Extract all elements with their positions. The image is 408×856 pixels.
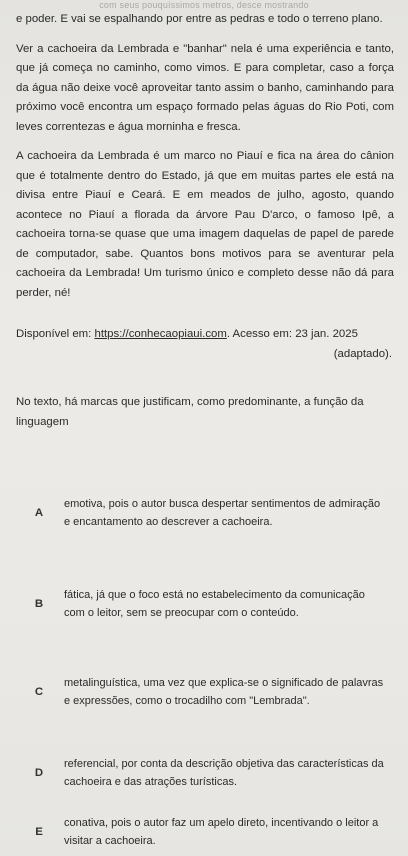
option-text: conativa, pois o autor faz um apelo direto, incentivando o leitor a visitar a cachoeira. [64,817,379,847]
question-stem: No texto, há marcas que justificam, como predominante, a função da linguagem [16,396,364,428]
option-c[interactable] [14,660,394,724]
option-letter: E [35,826,43,838]
option-text: metalinguística, uma vez que explica-se o significado de palavras e expressões, como o trocadilho com "Lembrada". [64,677,384,707]
source-adapted-note: (adaptado). [333,347,392,360]
option-letter: B [34,598,44,610]
passage-paragraph-3: A cachoeira da Lembrada é um marco no Piauí e fica na área do cânion que é totalmente dentro do Estado, já que em muitas partes ele está na divisa entre Piauí e Ceará. E em meados de julho, agosto, quando acontece no Piauí a florada da árvore Pau D'arco, o famoso Ipê, a cachoeira torna-se quase que uma imagem daquelas de papel de parede de computador, sabe. Quantos bons motivos para se aventurar pela cachoeira da Lembrada! Um turismo único e completo desse não dá para perder, né! [16,150,394,299]
source-citation [16,325,392,364]
option-b[interactable] [14,572,394,636]
option-text: emotiva, pois o autor busca despertar sentimentos de admiração e encantamento ao descrever a cachoeira. [64,498,381,528]
option-d[interactable] [14,750,394,796]
option-text: fática, já que o foco está no estabelecimento da comunicação com o leitor, sem se preocupar com o conteúdo. [64,589,365,619]
option-text: referencial, por conta da descrição objetiva das características da cachoeira e das atrações turísticas. [64,758,384,788]
reading-passage [16,10,394,313]
option-letter: D [34,767,44,779]
source-link[interactable]: https://conhecaopiaui.com [94,328,227,340]
passage-paragraph-2: Ver a cachoeira da Lembrada e "banhar" nela é uma experiência e tanto, que já começa no caminho, como vimos. E para completar, caso a força da água não deixe você aproveitar tanto assim o banho, caminhando para próximo você encontra um espaço formado pelas águas do Rio Poti, com leves correntezas e água morninha e fresca. [16,42,394,133]
option-letter: A [34,507,44,519]
option-letter: C [34,686,44,698]
source-suffix: . Acesso em: 23 jan. 2025 [226,328,358,340]
source-prefix: Disponível em: [16,328,95,340]
cut-off-top-line: com seus pouquíssimos metros, desce mostrando [99,0,309,10]
passage-paragraph-1: e poder. E vai se espalhando por entre as pedras e todo o terreno plano. [16,13,383,25]
option-a[interactable] [14,488,394,538]
option-e[interactable] [14,812,394,852]
